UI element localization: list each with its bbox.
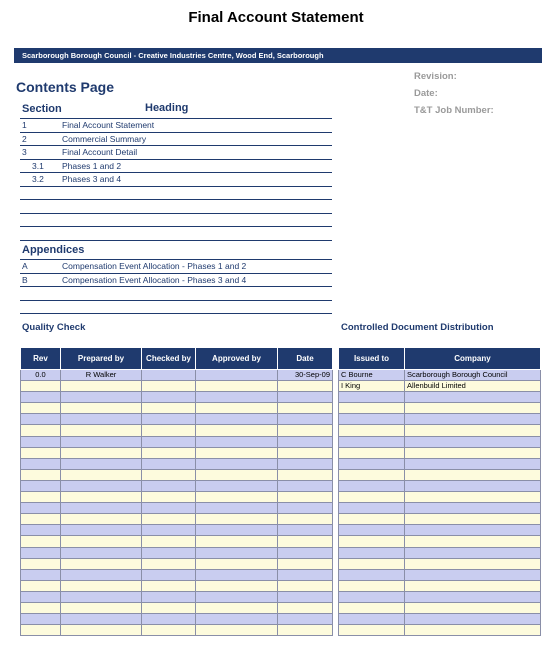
table-cell (21, 492, 61, 503)
table-cell (278, 614, 333, 625)
table-cell (196, 403, 278, 414)
table-cell (278, 425, 333, 436)
distribution-table (338, 347, 541, 636)
table-row (339, 425, 541, 436)
table-row (21, 458, 333, 469)
table-cell (339, 525, 405, 536)
table-row (339, 547, 541, 558)
table-cell (196, 591, 278, 602)
list-item (20, 214, 332, 228)
table-cell (339, 469, 405, 480)
table-cell (21, 591, 61, 602)
table-cell (339, 492, 405, 503)
table-cell (61, 514, 142, 525)
table-cell (405, 469, 541, 480)
table-cell (61, 602, 142, 613)
table-cell (196, 458, 278, 469)
table-cell (21, 436, 61, 447)
table-row (21, 569, 333, 580)
table-cell (21, 525, 61, 536)
table-cell (196, 469, 278, 480)
table-cell (405, 480, 541, 491)
table-row (21, 414, 333, 425)
table-cell (339, 558, 405, 569)
list-item (20, 301, 332, 315)
list-item: 3 Final Account Detail (20, 146, 332, 160)
table-cell (405, 414, 541, 425)
table-row (339, 492, 541, 503)
table-row (339, 436, 541, 447)
table-cell (339, 625, 405, 636)
page-title: Final Account Statement (188, 9, 364, 26)
table-cell (21, 414, 61, 425)
table-cell (21, 625, 61, 636)
table-cell (405, 436, 541, 447)
table-cell (142, 547, 196, 558)
table-cell (142, 447, 196, 458)
table-row (21, 602, 333, 613)
table-cell (278, 480, 333, 491)
table-cell (61, 547, 142, 558)
table-cell (196, 392, 278, 403)
table-cell (142, 436, 196, 447)
table-row (21, 547, 333, 558)
table-cell (61, 469, 142, 480)
table-row (339, 392, 541, 403)
table-cell (142, 514, 196, 525)
table-cell (61, 458, 142, 469)
table-cell (61, 558, 142, 569)
column-header-company: Company (405, 348, 541, 370)
table-cell (405, 591, 541, 602)
table-row (339, 403, 541, 414)
table-cell (339, 414, 405, 425)
table-cell (278, 514, 333, 525)
contents-list (20, 118, 332, 241)
table-cell (61, 436, 142, 447)
table-row (339, 414, 541, 425)
table-cell (405, 447, 541, 458)
table-row (21, 625, 333, 636)
table-cell (339, 503, 405, 514)
table-row (339, 614, 541, 625)
table-row (339, 370, 541, 381)
table-cell (278, 591, 333, 602)
table-cell (339, 569, 405, 580)
table-cell (61, 492, 142, 503)
table-row (339, 569, 541, 580)
revision-label: Revision: (414, 71, 457, 82)
table-cell (142, 591, 196, 602)
table-cell (339, 403, 405, 414)
distribution-title: Controlled Document Distribution (341, 322, 494, 333)
table-cell (196, 436, 278, 447)
table-cell (339, 447, 405, 458)
table-cell (142, 602, 196, 613)
table-cell (61, 580, 142, 591)
table-row (21, 469, 333, 480)
table-cell (21, 381, 61, 392)
table-cell (142, 525, 196, 536)
table-row (21, 591, 333, 602)
table-cell (61, 625, 142, 636)
table-cell (21, 536, 61, 547)
table-cell (142, 625, 196, 636)
table-cell: C Bourne (339, 370, 405, 381)
contents-title: Contents Page (16, 79, 115, 95)
table-cell (196, 480, 278, 491)
table-cell (196, 414, 278, 425)
table-cell (339, 547, 405, 558)
table-cell (21, 614, 61, 625)
table-cell (142, 492, 196, 503)
table-cell (339, 425, 405, 436)
table-cell (278, 558, 333, 569)
table-cell (339, 536, 405, 547)
table-row (21, 614, 333, 625)
table-cell (278, 392, 333, 403)
table-cell (142, 480, 196, 491)
table-cell (142, 614, 196, 625)
table-cell (405, 569, 541, 580)
table-cell (196, 547, 278, 558)
table-row (339, 525, 541, 536)
table-row (339, 536, 541, 547)
table-row (339, 591, 541, 602)
table-row (339, 381, 541, 392)
list-item (20, 227, 332, 241)
table-cell (196, 514, 278, 525)
table-cell (278, 525, 333, 536)
table-cell: 30-Sep-09 (278, 370, 333, 381)
table-cell (278, 414, 333, 425)
table-cell (405, 492, 541, 503)
table-cell (142, 403, 196, 414)
table-cell (339, 580, 405, 591)
table-cell (61, 614, 142, 625)
column-header-date: Date (278, 348, 333, 370)
table-row (21, 403, 333, 414)
table-cell (405, 525, 541, 536)
appendices-title: Appendices (22, 244, 85, 256)
table-cell (405, 403, 541, 414)
table-cell (405, 536, 541, 547)
table-cell: 0.0 (21, 370, 61, 381)
quality-check-table (20, 347, 333, 636)
list-item: 2 Commercial Summary (20, 133, 332, 147)
table-row (21, 580, 333, 591)
table-cell: Allenbuild Limited (405, 381, 541, 392)
table-cell: Scarborough Borough Council (405, 370, 541, 381)
table-cell (61, 503, 142, 514)
table-cell (196, 602, 278, 613)
table-cell (21, 447, 61, 458)
table-cell (21, 469, 61, 480)
table-cell (196, 569, 278, 580)
table-cell (142, 381, 196, 392)
table-row (339, 514, 541, 525)
table-row (339, 480, 541, 491)
table-cell (21, 580, 61, 591)
table-cell (196, 625, 278, 636)
table-cell (196, 580, 278, 591)
table-cell (278, 381, 333, 392)
table-cell (278, 580, 333, 591)
table-cell (61, 425, 142, 436)
table-row (21, 436, 333, 447)
quality-check-title: Quality Check (22, 322, 86, 333)
table-cell: R Walker (61, 370, 142, 381)
column-header-approved-by: Approved by (196, 348, 278, 370)
table-cell (196, 492, 278, 503)
heading-header: Heading (145, 102, 189, 114)
table-cell (61, 381, 142, 392)
table-row (21, 558, 333, 569)
project-banner: Scarborough Borough Council - Creative Industries Centre, Wood End, Scarborough (14, 48, 542, 63)
table-cell (339, 514, 405, 525)
table-cell (196, 381, 278, 392)
table-cell (21, 547, 61, 558)
table-row (21, 525, 333, 536)
table-row (21, 480, 333, 491)
table-row (339, 503, 541, 514)
table-cell (278, 569, 333, 580)
list-item: 3.1 Phases 1 and 2 (20, 160, 332, 174)
table-row (21, 536, 333, 547)
table-cell (142, 558, 196, 569)
table-cell (339, 392, 405, 403)
table-cell (405, 425, 541, 436)
column-header-issued-to: Issued to (339, 348, 405, 370)
table-row (339, 558, 541, 569)
table-cell (196, 558, 278, 569)
table-row (21, 370, 333, 381)
table-row (21, 392, 333, 403)
table-cell (196, 425, 278, 436)
table-cell (339, 591, 405, 602)
table-cell (21, 569, 61, 580)
table-cell (405, 547, 541, 558)
table-cell (278, 436, 333, 447)
table-cell (405, 558, 541, 569)
table-cell (61, 569, 142, 580)
job-number-label: T&T Job Number: (414, 105, 494, 116)
table-cell (405, 514, 541, 525)
table-cell (196, 447, 278, 458)
table-row (21, 381, 333, 392)
table-cell (278, 547, 333, 558)
table-cell (61, 392, 142, 403)
list-item: A Compensation Event Allocation - Phases 1 and 2 (20, 260, 332, 274)
column-header-rev: Rev (21, 348, 61, 370)
table-row (21, 492, 333, 503)
table-cell (21, 403, 61, 414)
table-cell (339, 480, 405, 491)
list-item: 1 Final Account Statement (20, 119, 332, 133)
column-header-checked-by: Checked by (142, 348, 196, 370)
table-row (21, 514, 333, 525)
table-cell (61, 591, 142, 602)
list-item (20, 287, 332, 301)
table-cell (61, 525, 142, 536)
table-cell (61, 480, 142, 491)
table-row (339, 447, 541, 458)
table-cell (21, 392, 61, 403)
table-cell (278, 503, 333, 514)
table-cell (142, 503, 196, 514)
table-cell (405, 602, 541, 613)
table-cell (196, 614, 278, 625)
table-row (339, 469, 541, 480)
date-label: Date: (414, 88, 438, 99)
table-row (21, 447, 333, 458)
table-cell (196, 370, 278, 381)
table-cell (339, 458, 405, 469)
table-cell (142, 425, 196, 436)
table-cell (21, 602, 61, 613)
table-cell (405, 503, 541, 514)
table-cell (142, 580, 196, 591)
table-cell (405, 580, 541, 591)
table-cell (278, 602, 333, 613)
table-cell (339, 602, 405, 613)
table-row (339, 602, 541, 613)
table-cell (142, 569, 196, 580)
table-cell (21, 480, 61, 491)
table-cell (21, 514, 61, 525)
table-cell (196, 503, 278, 514)
table-row (339, 580, 541, 591)
appendices-list (20, 259, 332, 314)
table-cell (21, 425, 61, 436)
table-cell (405, 458, 541, 469)
table-cell (278, 469, 333, 480)
table-cell (61, 414, 142, 425)
list-item (20, 200, 332, 214)
table-cell (278, 536, 333, 547)
table-cell (142, 392, 196, 403)
table-cell (278, 447, 333, 458)
column-header-prepared-by: Prepared by (61, 348, 142, 370)
table-cell (61, 536, 142, 547)
table-cell (61, 403, 142, 414)
table-row (21, 503, 333, 514)
section-header: Section (22, 103, 62, 115)
table-cell (196, 536, 278, 547)
table-row (339, 458, 541, 469)
list-item (20, 187, 332, 201)
table-cell (339, 436, 405, 447)
table-row (21, 425, 333, 436)
table-cell (339, 614, 405, 625)
table-cell (21, 503, 61, 514)
table-cell (21, 458, 61, 469)
table-cell (405, 614, 541, 625)
table-cell (405, 392, 541, 403)
table-cell (61, 447, 142, 458)
list-item: 3.2 Phases 3 and 4 (20, 173, 332, 187)
table-cell (142, 414, 196, 425)
table-cell (142, 458, 196, 469)
table-row (339, 625, 541, 636)
table-cell: I King (339, 381, 405, 392)
table-cell (278, 625, 333, 636)
list-item: B Compensation Event Allocation - Phases 3 and 4 (20, 274, 332, 288)
table-cell (278, 458, 333, 469)
table-cell (405, 625, 541, 636)
table-cell (278, 492, 333, 503)
table-cell (142, 469, 196, 480)
table-cell (21, 558, 61, 569)
table-cell (196, 525, 278, 536)
table-cell (142, 370, 196, 381)
table-cell (142, 536, 196, 547)
table-cell (278, 403, 333, 414)
